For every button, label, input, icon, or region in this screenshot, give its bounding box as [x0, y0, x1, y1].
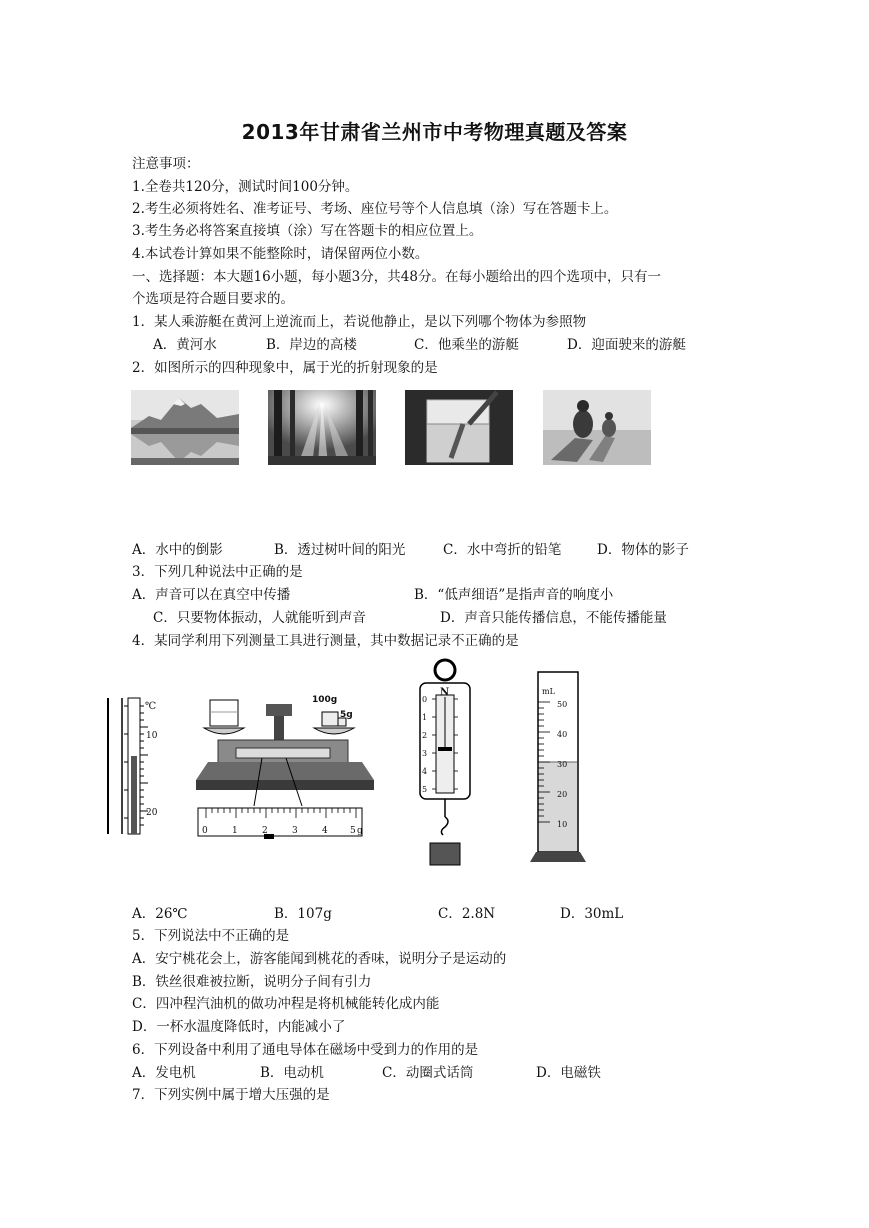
- balance-weight-100g: 100g: [312, 695, 338, 705]
- q5-option-b: B．铁丝很难被拉断，说明分子间有引力: [132, 974, 372, 990]
- q5-stem: 5．下列说法中不正确的是: [132, 928, 290, 944]
- q6-option-a: A．发电机: [132, 1065, 196, 1081]
- balance-scale-unit: g: [357, 826, 363, 836]
- photo-mountain-reflection: [131, 390, 239, 465]
- balance-scale-1: 1: [232, 826, 238, 836]
- q5-option-d: D．一杯水温度降低时，内能减小了: [132, 1019, 346, 1035]
- notes-heading: 注意事项：: [132, 156, 200, 172]
- spring-scale-tick: 0: [422, 695, 428, 704]
- note-item: 4.本试卷计算如果不能整除时，请保留两位小数。: [132, 246, 429, 262]
- cylinder-unit: mL: [542, 687, 555, 696]
- q4-option-d: D．30mL: [560, 906, 624, 922]
- thermometer-tick-20: 20: [146, 808, 158, 818]
- q3-option-a: A．声音可以在真空中传播: [132, 587, 291, 603]
- photo-sunlight-trees: [268, 390, 376, 465]
- balance-scale-2: 2: [262, 826, 268, 836]
- q2-option-a: A．水中的倒影: [132, 542, 223, 558]
- q6-option-d: D．电磁铁: [536, 1065, 601, 1081]
- q2-option-b: B．透过树叶间的阳光: [274, 542, 406, 558]
- balance-scale-4: 4: [322, 826, 328, 836]
- note-item: 1.全卷共120分，测试时间100分钟。: [132, 179, 359, 195]
- cylinder-tick: 50: [557, 700, 568, 709]
- q1-option-c: C．他乘坐的游艇: [414, 337, 519, 353]
- q5-option-c: C．四冲程汽油机的做功冲程是将机械能转化成内能: [132, 996, 440, 1012]
- photo-pencil-in-water: [405, 390, 513, 465]
- q2-stem: 2．如图所示的四种现象中，属于光的折射现象的是: [132, 360, 438, 376]
- q3-option-c: C．只要物体振动，人就能听到声音: [153, 610, 366, 626]
- q5-option-a: A．安宁桃花会上，游客能闻到桃花的香味，说明分子是运动的: [132, 951, 507, 967]
- cylinder-tick: 20: [557, 790, 568, 799]
- q7-stem: 7．下列实例中属于增大压强的是: [132, 1087, 330, 1103]
- q4-option-a: A．26℃: [132, 906, 188, 922]
- thermometer-tick-10: 10: [146, 731, 158, 741]
- spring-scale-tick: 3: [422, 749, 428, 758]
- q6-option-b: B．电动机: [260, 1065, 324, 1081]
- q3-option-b: B．“低声细语”是指声音的响度小: [414, 587, 614, 603]
- cylinder-tick: 10: [557, 820, 568, 829]
- note-item: 2.考生必须将姓名、准考证号、考场、座位号等个人信息填（涂）写在答题卡上。: [132, 201, 618, 217]
- q6-stem: 6．下列设备中利用了通电导体在磁场中受到力的作用的是: [132, 1042, 479, 1058]
- q6-option-c: C．动圈式话筒: [382, 1065, 474, 1081]
- q1-option-a: A．黄河水: [153, 337, 217, 353]
- balance-weight-5g: 5g: [340, 710, 353, 720]
- cylinder-tick: 40: [557, 730, 568, 739]
- page-title: 2013年甘肃省兰州市中考物理真题及答案: [241, 120, 628, 144]
- q1-option-d: D．迎面驶来的游艇: [567, 337, 686, 353]
- balance-scale-3: 3: [292, 826, 298, 836]
- spring-scale-tick: 1: [422, 713, 428, 722]
- section-heading-cont: 个选项是符合题目要求的。: [132, 291, 294, 307]
- spring-scale-tick: 4: [422, 767, 428, 776]
- note-item: 3.考生务必将答案直接填（涂）写在答题卡的相应位置上。: [132, 223, 483, 239]
- q4-option-c: C．2.8N: [438, 906, 496, 922]
- spring-scale-unit: N: [440, 687, 450, 698]
- thermometer-unit: ℃: [145, 701, 157, 712]
- cylinder-tick: 30: [557, 760, 568, 769]
- q3-stem: 3．下列几种说法中正确的是: [132, 564, 303, 580]
- balance-scale-5: 5: [350, 826, 356, 836]
- spring-scale-tick: 2: [422, 731, 428, 740]
- spring-scale-tick: 5: [422, 785, 428, 794]
- q1-stem: 1．某人乘游艇在黄河上逆流而上，若说他静止，是以下列哪个物体为参照物: [132, 314, 587, 330]
- q2-option-c: C．水中弯折的铅笔: [443, 542, 562, 558]
- q4-option-b: B．107g: [274, 906, 332, 922]
- q3-option-d: D．声音只能传播信息，不能传播能量: [440, 610, 667, 626]
- q2-option-d: D．物体的影子: [597, 542, 689, 558]
- photo-object-shadow: [543, 390, 651, 465]
- q4-stem: 4．某同学利用下列测量工具进行测量，其中数据记录不正确的是: [132, 633, 519, 649]
- balance-scale-0: 0: [202, 826, 208, 836]
- section-heading: 一、选择题：本大题16小题，每小题3分，共48分。在每小题给出的四个选项中，只有一: [132, 269, 661, 285]
- q1-option-b: B．岸边的高楼: [266, 337, 357, 353]
